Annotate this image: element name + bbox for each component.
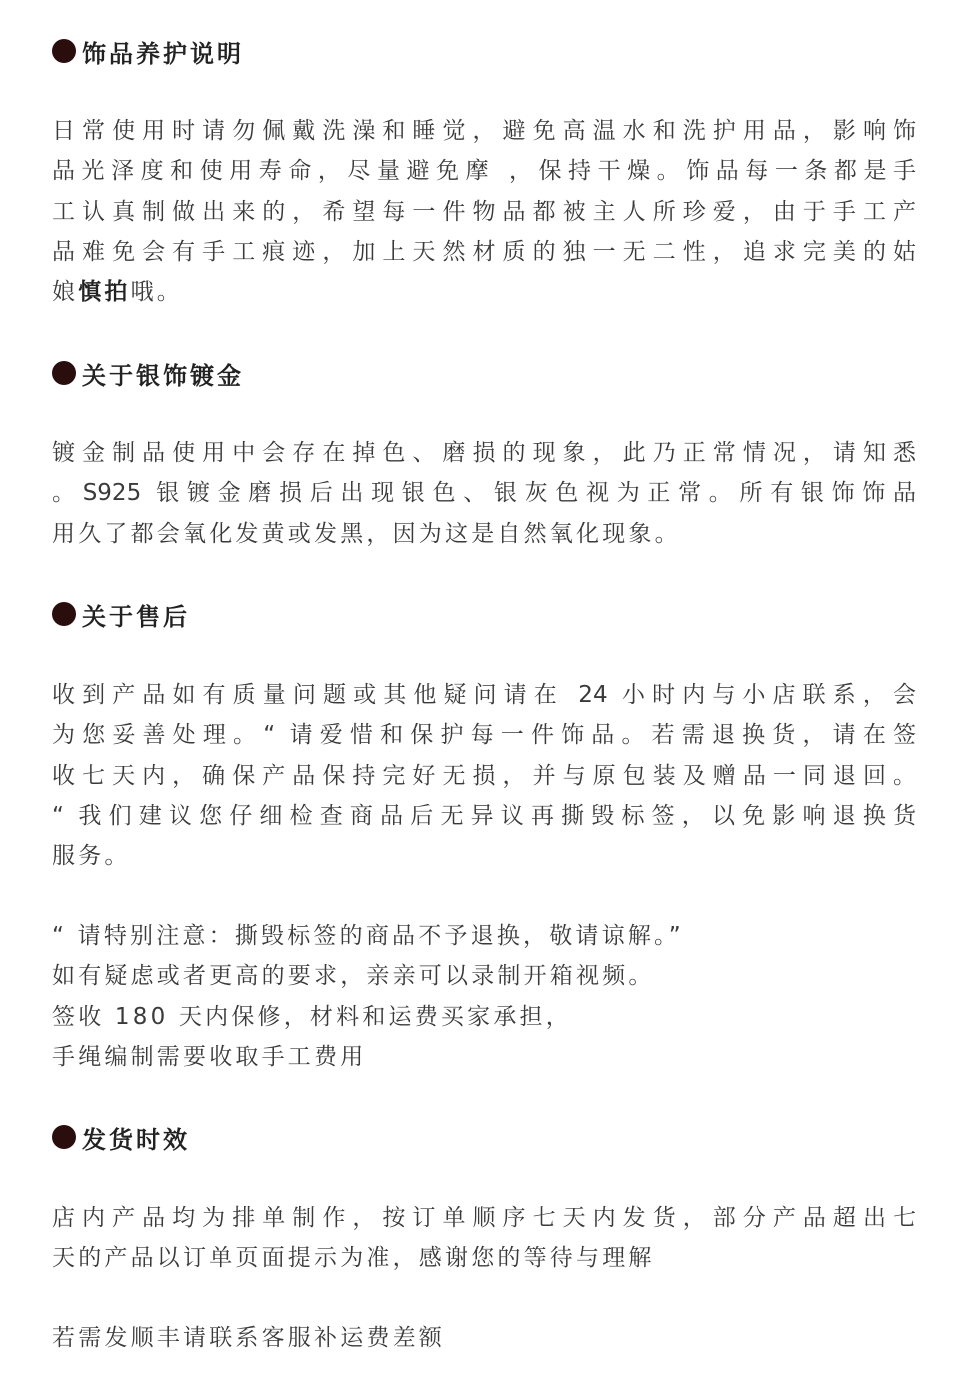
paragraph-line: 镀金制品使用中会存在掉色、磨损的现象，此乃正常情况，请知悉 xyxy=(52,440,916,466)
section-heading-shipping xyxy=(52,1122,190,1152)
paragraph-line: 服务。 xyxy=(52,843,131,870)
bullet-dot-icon xyxy=(52,602,76,626)
bullet-dot-icon xyxy=(52,39,76,63)
shipping-paragraph xyxy=(52,1198,916,1279)
line-text: 娘 xyxy=(52,279,79,306)
footer-line: 若需发顺丰请联系客服补运费差额 xyxy=(52,1325,445,1351)
paragraph-line: 。S925 银镀金磨损后出现银色、银灰色视为正常。所有银饰饰品 xyxy=(52,480,916,507)
note-line: 如有疑虑或者更高的要求，亲亲可以录制开箱视频。 xyxy=(52,963,655,990)
section-title: 关于售后 xyxy=(82,602,190,631)
after-sales-notes xyxy=(52,916,916,1077)
paragraph-line: 店内产品均为排单制作，按订单顺序七天内发货，部分产品超出七 xyxy=(52,1205,916,1231)
section-title: 发货时效 xyxy=(82,1125,190,1154)
bullet-dot-icon xyxy=(52,361,76,385)
emphasis-text: 慎拍 xyxy=(78,279,131,306)
after-sales-paragraph xyxy=(52,675,916,876)
paragraph-line: 收七天内，确保产品保持完好无损，并与原包装及赠品一同退回。 xyxy=(52,762,916,789)
shipping-footer xyxy=(52,1318,916,1358)
note-line: 签收 180 天内保修，材料和运费买家承担， xyxy=(52,1003,572,1030)
paragraph-line: 品难免会有手工痕迹，加上天然材质的独一无二性，追求完美的姑 xyxy=(52,238,916,265)
note-line: 手绳编制需要收取手工费用 xyxy=(52,1043,367,1070)
section-title: 关于银饰镀金 xyxy=(82,361,244,390)
paragraph-line: 天的产品以订单页面提示为准，感谢您的等待与理解 xyxy=(52,1245,655,1272)
section-title: 饰品养护说明 xyxy=(82,39,244,68)
section-heading-after-sales xyxy=(52,599,190,629)
paragraph-line: “ 我们建议您仔细检查商品后无异议再撕毁标签，以免影响退换货 xyxy=(52,802,916,829)
note-line: “ 请特别注意：撕毁标签的商品不予退换，敬请谅解。” xyxy=(52,923,684,949)
paragraph-line: 品光泽度和使用寿命，尽量避免摩 ，保持干燥。饰品每一条都是手 xyxy=(52,158,916,185)
bullet-dot-icon xyxy=(52,1125,76,1149)
paragraph-line: 收到产品如有质量问题或其他疑问请在 24 小时内与小店联系，会 xyxy=(52,682,916,708)
section-heading-care xyxy=(52,36,244,66)
paragraph-line: 工认真制做出来的，希望每一件物品都被主人所珍爱，由于手工产 xyxy=(52,198,916,225)
paragraph-line: 用久了都会氧化发黄或发黑，因为这是自然氧化现象。 xyxy=(52,520,681,547)
paragraph-line: 为您妥善处理。“ 请爱惜和保护每一件饰品。若需退换货，请在签 xyxy=(52,722,916,749)
paragraph-line xyxy=(52,272,916,312)
paragraph-line: 日常使用时请勿佩戴洗澡和睡觉，避免高温水和洗护用品，影响饰 xyxy=(52,118,916,144)
gold-plating-paragraph xyxy=(52,433,916,554)
section-heading-gold-plating xyxy=(52,358,244,388)
line-text: 哦。 xyxy=(130,279,184,306)
care-paragraph xyxy=(52,111,916,312)
